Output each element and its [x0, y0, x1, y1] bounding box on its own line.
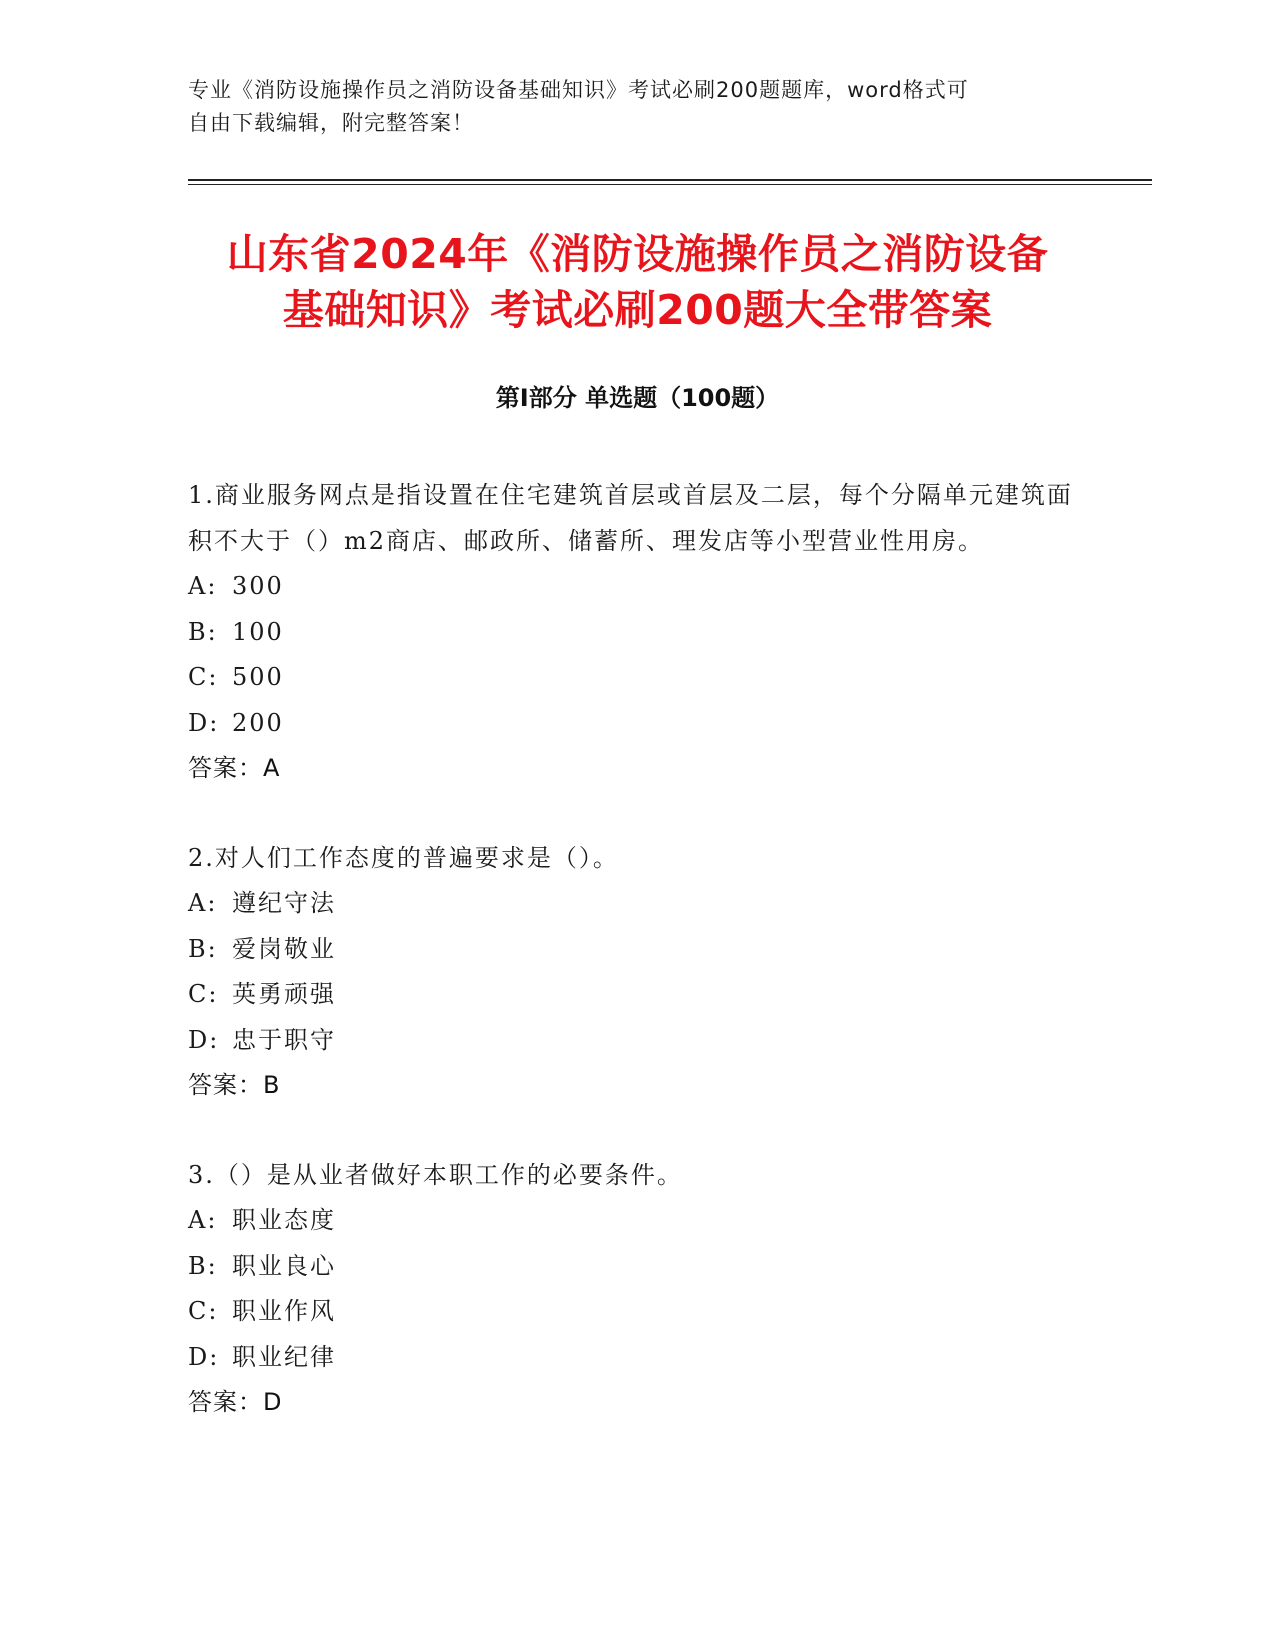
- section-heading: 第Ⅰ部分 单选题（100题）: [495, 384, 780, 412]
- option-a: [188, 881, 1088, 927]
- option-key: C:: [188, 663, 219, 691]
- option-key: D:: [188, 1025, 220, 1054]
- document-title-line-2: 基础知识》考试必刷200题大全带答案: [282, 286, 993, 334]
- question-stem: 1.商业服务网点是指设置在住宅建筑首层或首层及二层，每个分隔单元建筑面积不大于（）m2商店、邮政所、储蓄所、理发店等小型营业性用房。: [188, 481, 1073, 555]
- option-key: D:: [188, 708, 220, 737]
- option-text: 忠于职守: [232, 1025, 336, 1054]
- option-text: 职业纪律: [232, 1342, 336, 1371]
- option-key: B:: [188, 934, 218, 963]
- option-d: [188, 1335, 1088, 1381]
- option-key: A:: [188, 1206, 218, 1234]
- option-key: B:: [188, 617, 218, 646]
- option-a: [188, 1198, 1088, 1244]
- question-stem: 3.（）是从业者做好本职工作的必要条件。: [188, 1160, 683, 1189]
- option-key: D:: [188, 1342, 220, 1371]
- option-c: [188, 1289, 1088, 1335]
- option-key: C:: [188, 1297, 219, 1325]
- option-text: 遵纪守法: [232, 889, 336, 917]
- option-text: 职业态度: [232, 1206, 336, 1234]
- option-key: B:: [188, 1251, 218, 1280]
- option-c: [188, 972, 1088, 1018]
- option-text: 500: [232, 663, 284, 691]
- option-text: 200: [232, 708, 284, 737]
- answer-line: 答案：A: [188, 754, 281, 782]
- question-item: [188, 1153, 1088, 1426]
- option-text: 职业良心: [232, 1251, 336, 1280]
- option-text: 100: [232, 617, 284, 646]
- question-list: [188, 473, 1088, 1470]
- option-a: [188, 564, 1088, 610]
- question-item: [188, 473, 1088, 792]
- option-key: A:: [188, 572, 218, 600]
- intro-line-2: 自由下载编辑，附完整答案！: [188, 111, 474, 135]
- option-d: [188, 1018, 1088, 1064]
- question-item: [188, 836, 1088, 1109]
- document-title-line-1: 山东省2024年《消防设施操作员之消防设备: [226, 230, 1049, 278]
- intro-text: [188, 74, 1088, 140]
- answer-line: 答案：D: [188, 1388, 283, 1416]
- option-d: [188, 701, 1088, 747]
- option-text: 英勇顽强: [232, 980, 336, 1008]
- option-b: [188, 610, 1088, 656]
- document-title: [150, 226, 1125, 338]
- option-b: [188, 927, 1088, 973]
- option-text: 300: [232, 572, 284, 600]
- option-key: A:: [188, 889, 218, 917]
- option-text: 职业作风: [232, 1297, 336, 1325]
- header-divider-thin: [188, 184, 1152, 185]
- option-b: [188, 1244, 1088, 1290]
- option-c: [188, 655, 1088, 701]
- option-text: 爱岗敬业: [232, 934, 336, 963]
- question-stem: 2.对人们工作态度的普遍要求是（）。: [188, 843, 619, 872]
- answer-line: 答案：B: [188, 1071, 281, 1099]
- header-divider-thick: [188, 179, 1152, 181]
- option-key: C:: [188, 980, 219, 1008]
- intro-line-1: 专业《消防设施操作员之消防设备基础知识》考试必刷200题题库，word格式可: [188, 78, 969, 102]
